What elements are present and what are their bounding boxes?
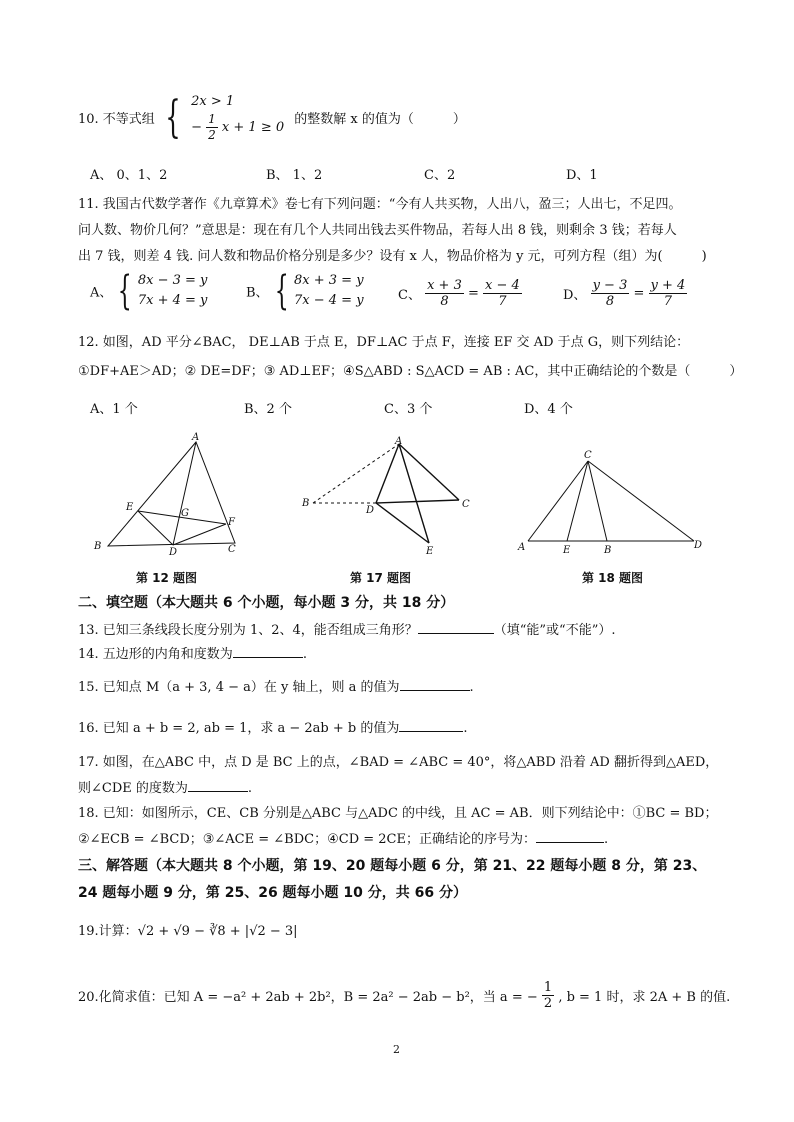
figure-12 xyxy=(88,428,248,558)
q10-ineq2-frac xyxy=(206,112,218,143)
q17-suffix: . xyxy=(247,781,253,796)
section-3-title-line2: 24 题每小题 9 分，第 25、26 题每小题 10 分，共 66 分） xyxy=(78,885,468,901)
q10-ineq2-sign: − xyxy=(191,120,202,135)
q11-option-d xyxy=(563,278,687,309)
q11-line1: 11. 我国古代数学著作《九章算术》卷七有下列问题：“今有人共买物，人出八，盈三；人出七，不足四。 xyxy=(78,197,682,212)
question-15 xyxy=(78,676,474,695)
q16-text: 16. 已知 a + b = 2, ab = 1，求 a − 2ab + b 的值为 xyxy=(78,721,400,736)
question-19: 19.计算：√2 + √9 − ∛8 + |√2 − 3| xyxy=(78,924,298,939)
fig12-line-ed xyxy=(138,511,173,545)
q11-option-b xyxy=(246,268,364,314)
fig18-label-d: D xyxy=(694,540,703,551)
section-3-title-line1: 三、解答题（本大题共 8 个小题，第 19、20 题每小题 6 分，第 21、22 题每小题 8 分，第 23、 xyxy=(78,858,707,874)
q11-opt-d-num2: y + 4 xyxy=(650,278,686,293)
q12-line1: 12. 如图，AD 平分∠BAC， DE⊥AB 于点 E，DF⊥AC 于点 F，连接 EF 交 AD 于点 G，则下列结论： xyxy=(78,335,690,350)
q10-frac-num: 1 xyxy=(208,112,216,126)
q11-opt-c-den2: 7 xyxy=(498,294,507,309)
fig17-label-e: E xyxy=(426,546,434,557)
fig12-label-c: C xyxy=(228,544,236,555)
q11-opt-d-label: D、 xyxy=(563,288,587,303)
q11-opt-d-den2: 7 xyxy=(663,294,673,309)
question-20 xyxy=(78,980,730,1011)
q11-opt-c-den1: 8 xyxy=(440,294,449,309)
q11-opt-b-system xyxy=(294,271,364,311)
q11-opt-c-frac1 xyxy=(425,278,464,309)
q16-answer-blank[interactable] xyxy=(399,719,463,732)
q11-opt-b-eq2: 7x − 4 = y xyxy=(294,293,364,308)
q11-opt-a-eq1: 8x − 3 = y xyxy=(137,273,208,288)
q12-option-d: D、4 个 xyxy=(524,402,573,417)
q18-line2-text: ②∠ECB = ∠BCD；③∠ACE = ∠BDC；④CD = 2CE；正确结论的序号为： xyxy=(78,832,536,847)
q10-option-d: D、1 xyxy=(566,168,598,183)
q11-opt-c-num2: x − 4 xyxy=(485,278,520,293)
fig17-label-b: B xyxy=(302,498,310,509)
q11-opt-d-frac1 xyxy=(591,278,630,309)
q12-line2: ①DF+AE＞AD；② DE=DF；③ AD⊥EF；④S△ABD : S△ACD = AB : AC，其中正确结论的个数是（ ） xyxy=(78,364,743,379)
question-18-line2 xyxy=(78,828,608,847)
q11-opt-c-frac2 xyxy=(483,278,522,309)
q11-opt-b-brace: { xyxy=(274,268,289,314)
q11-option-c xyxy=(398,278,522,309)
q11-line2: 问人数、物价几何？”意思是：现在有几个人共同出钱去买件物品，若每人出 8 钱，则剩余 3 钱；若每人 xyxy=(78,223,677,238)
q12-option-a: A、1 个 xyxy=(90,402,138,417)
figure-17 xyxy=(296,430,486,560)
fig12-triangle-abc xyxy=(108,442,235,546)
q12-option-b: B、2 个 xyxy=(244,402,292,417)
question-17-line2 xyxy=(78,777,252,796)
q11-opt-c-eq: = xyxy=(468,286,479,301)
q11-opt-c-label: C、 xyxy=(398,288,421,303)
fig18-line-ce xyxy=(567,461,588,541)
fig12-label-f: F xyxy=(228,517,235,528)
q18-line1: 18. 已知：如图所示，CE、CB 分别是△ABC 与△ADC 的中线，且 AC = AB．则下列结论中：①BC = BD； xyxy=(78,806,718,821)
fig17-line-ad xyxy=(376,444,399,503)
q10-ineq2-rest: x + 1 ≥ 0 xyxy=(221,120,285,135)
q14-suffix: . xyxy=(302,647,307,662)
q18-suffix: . xyxy=(603,832,609,847)
q13-suffix: （填“能”或“不能”）. xyxy=(493,623,616,638)
fig12-label-e: E xyxy=(126,502,134,513)
question-13 xyxy=(78,619,615,638)
question-10 xyxy=(78,92,466,143)
q13-text: 13. 已知三条线段长度分别为 1、2、4，能否组成三角形？ xyxy=(78,623,418,638)
q16-suffix: . xyxy=(463,721,468,736)
q12-option-c: C、3 个 xyxy=(384,402,433,417)
fig17-caption: 第 17 题图 xyxy=(350,571,412,585)
fig18-label-e: E xyxy=(563,545,571,556)
q10-prefix: 10. 不等式组 xyxy=(78,112,155,127)
q11-opt-c-num1: x + 3 xyxy=(427,278,462,293)
q10-frac-den: 2 xyxy=(208,128,216,142)
fig12-label-a: A xyxy=(192,432,200,443)
fig12-line-df xyxy=(173,524,226,545)
q14-text: 14. 五边形的内角和度数为 xyxy=(78,647,233,662)
q10-option-b: B、 1、2 xyxy=(266,168,323,183)
q17-answer-blank[interactable] xyxy=(188,779,248,792)
fig17-line-dc xyxy=(376,500,459,503)
q20-frac-den: 2 xyxy=(543,996,553,1011)
q11-opt-d-num1: y − 3 xyxy=(592,278,628,293)
fig17-line-de xyxy=(376,503,429,543)
q15-answer-blank[interactable] xyxy=(400,678,470,691)
q17-line2-text: 则∠CDE 的度数为 xyxy=(78,781,188,796)
fig12-caption: 第 12 题图 xyxy=(136,571,198,585)
q10-ineq1: 2x > 1 xyxy=(191,94,235,109)
q11-line3: 出 7 钱，则差 4 钱. 问人数和物品价格分别是多少？设有 x 人，物品价格为 y 元，可列方程（组）为( ) xyxy=(78,249,707,264)
q11-opt-d-eq: = xyxy=(633,286,645,301)
fig18-label-b: B xyxy=(604,545,612,556)
q10-option-a: A、 0、1、2 xyxy=(90,168,168,183)
q15-suffix: . xyxy=(469,680,474,695)
q11-opt-d-den1: 8 xyxy=(605,294,615,309)
q15-text: 15. 已知点 M（a + 3, 4 − a）在 y 轴上，则 a 的值为 xyxy=(78,680,400,695)
q13-answer-blank[interactable] xyxy=(418,621,494,634)
q11-opt-a-eq2: 7x + 4 = y xyxy=(137,293,208,308)
fig12-label-b: B xyxy=(94,541,102,552)
q11-opt-a-system xyxy=(138,271,208,311)
fig12-line-ad xyxy=(173,442,196,545)
fig12-label-d: D xyxy=(169,547,178,558)
q20-text1: 20.化简求值：已知 A = −a² + 2ab + 2b²，B = 2a² − 2ab − b²，当 a = − xyxy=(78,990,538,1005)
fig17-line-ba xyxy=(313,444,399,503)
q11-opt-b-label: B、 xyxy=(246,285,269,301)
section-2-title: 二、填空题（本大题共 6 个小题，每小题 3 分，共 18 分） xyxy=(78,595,455,611)
q10-suffix: 的整数解 x 的值为（ ） xyxy=(294,112,466,127)
q14-answer-blank[interactable] xyxy=(233,645,303,658)
q10-option-c: C、2 xyxy=(424,168,456,183)
q10-brace: { xyxy=(165,91,181,143)
q11-opt-a-brace: { xyxy=(118,268,133,314)
q17-line1: 17. 如图，在△ABC 中，点 D 是 BC 上的点，∠BAD = ∠ABC = 40°，将△ABD 沿着 AD 翻折得到△AED， xyxy=(78,755,719,770)
fig18-caption: 第 18 题图 xyxy=(582,571,644,585)
q18-answer-blank[interactable] xyxy=(536,830,604,843)
q20-frac-num: 1 xyxy=(543,980,553,995)
fig17-label-a: A xyxy=(395,436,403,447)
q11-option-a xyxy=(90,268,208,314)
q11-opt-d-frac2 xyxy=(649,278,688,309)
q20-text2: , b = 1 时，求 2A + B 的值. xyxy=(558,990,731,1005)
fig12-label-g: G xyxy=(181,508,189,519)
question-14 xyxy=(78,643,307,662)
fig18-label-a: A xyxy=(518,542,526,553)
fig18-line-ca xyxy=(528,461,588,541)
q11-opt-b-eq1: 8x + 3 = y xyxy=(294,273,364,288)
page-number: 2 xyxy=(393,1043,400,1056)
q20-frac xyxy=(542,980,554,1011)
fig18-label-c: C xyxy=(584,450,592,461)
q11-opt-a-label: A、 xyxy=(90,285,113,301)
question-16 xyxy=(78,717,468,736)
q10-system xyxy=(191,92,284,143)
fig17-label-d: D xyxy=(366,505,375,516)
figure-18 xyxy=(508,444,708,559)
fig17-label-c: C xyxy=(462,499,470,510)
